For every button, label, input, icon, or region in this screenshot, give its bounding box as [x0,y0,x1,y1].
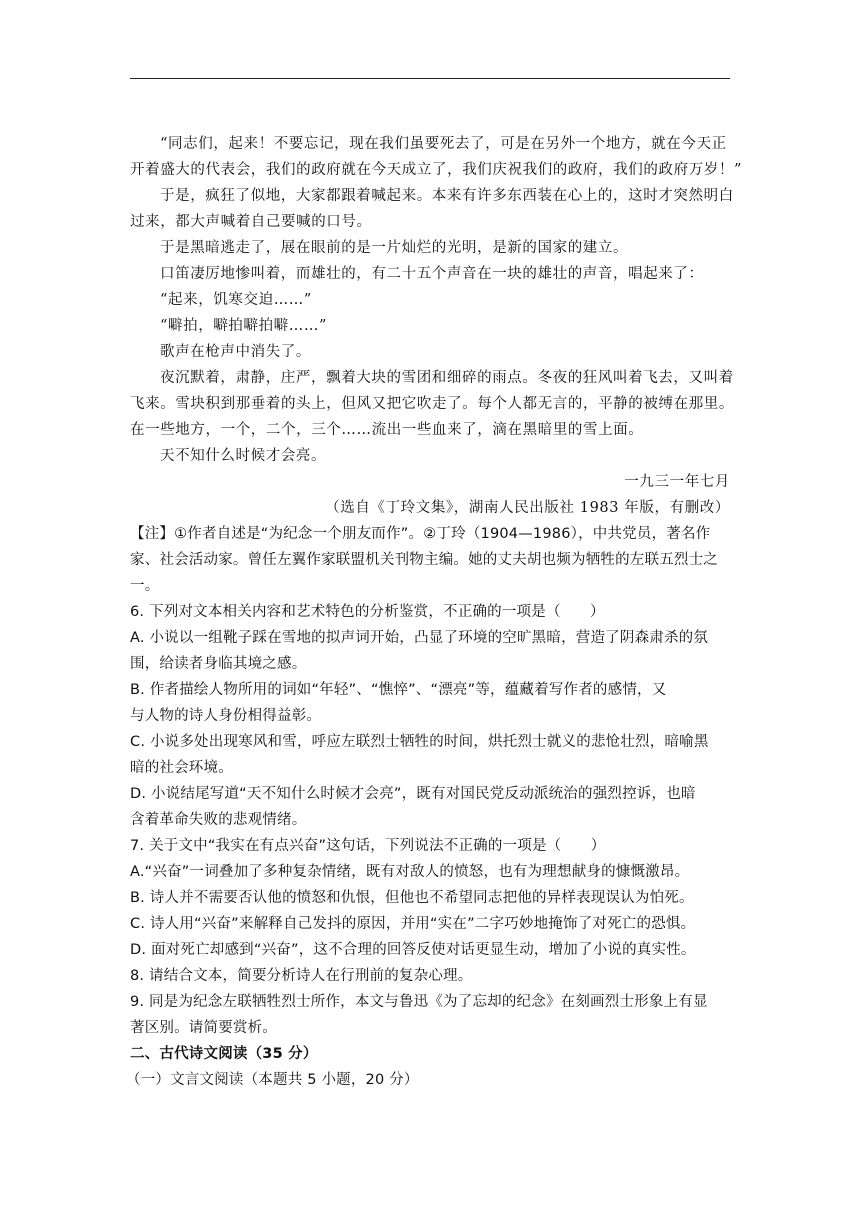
question-6-option-b-cont: 与人物的诗人身份相得益彰。 [130,708,322,724]
story-paragraph-2: 于是，疯狂了似地，大家都跟着喊起来。本来有许多东西装在心上的，这时才突然明白 [160,188,734,204]
question-7-option-c: C. 诗人用“兴奋”来解释自己发抖的原因，并用“实在”二字巧妙地掩饰了对死亡的恐惧。 [130,916,696,932]
story-paragraph-5: “起来，饥寒交迫……” [160,292,312,308]
question-6-option-d-cont: 含着革命失败的悲观情绪。 [130,812,307,828]
question-6-option-c: C. 小说多处出现寒风和雪，呼应左联烈士牺牲的时间，烘托烈士就义的悲怆壮烈，暗喻黑 [130,734,709,750]
question-8: 8. 请结合文本，简要分析诗人在行刑前的复杂心理。 [130,968,473,984]
story-source: （选自《丁玲文集》，湖南人民出版社 1983 年版，有删改） [325,500,730,516]
question-6-option-d: D. 小说结尾写道“天不知什么时候才会亮”，既有对国民党反动派统治的强烈控诉，也暗 [130,786,696,802]
story-paragraph-1: “同志们，起来！不要忘记，现在我们虽要死去了，可是在另外一个地方，就在今天正 [160,136,727,152]
story-paragraph-1-cont: 开着盛大的代表会，我们的政府就在今天成立了，我们庆祝我们的政府，我们的政府万岁！” [130,162,743,178]
question-9-line: 著区别。请简要赏析。 [130,1020,277,1036]
section-2-heading: 二、古代诗文阅读（35 分） [130,1046,318,1062]
footnote-line: 一。 [130,578,160,594]
question-6-option-c-cont: 暗的社会环境。 [130,760,233,776]
story-paragraph-8-cont: 在一些地方，一个，二个，三个……流出一些血来了，滴在黑暗里的雪上面。 [130,422,644,438]
question-6-option-a: A. 小说以一组靴子踩在雪地的拟声词开始，凸显了环境的空旷黑暗，营造了阴森肃杀的氛 [130,630,709,646]
footnote-line: 【注】①作者自述是“为纪念一个朋友而作”。②丁玲（1904—1986），中共党员，著名作 [130,526,711,542]
question-7-stem: 7. 关于文中“我实在有点兴奋”这句话，下列说法不正确的一项是（ ） [130,838,606,854]
story-date: 一九三一年七月 [624,474,730,490]
footnote-line: 家、社会活动家。曾任左翼作家联盟机关刊物主编。她的丈夫胡也频为牺牲的左联五烈士之 [130,552,718,568]
story-paragraph-4: 口笛凄厉地惨叫着，而雄壮的，有二十五个声音在一块的雄壮的声音，唱起来了： [160,266,704,282]
question-7-option-a: A.“兴奋”一词叠加了多种复杂情绪，既有对敌人的愤怒，也有为理想献身的慷慨激昂。 [130,864,690,880]
question-6-option-a-cont: 围，给读者身临其境之感。 [130,656,307,672]
story-paragraph-8: 夜沉默着，肃静，庄严，飘着大块的雪团和细碎的雨点。冬夜的狂风叫着飞去，又叫着 [160,370,734,386]
question-7-option-d: D. 面对死亡却感到“兴奋”，这不合理的回答反使对话更显生动，增加了小说的真实性。 [130,942,696,958]
question-7-option-b: B. 诗人并不需要否认他的愤怒和仇恨，但他也不希望同志把他的异样表现误认为怕死。 [130,890,694,906]
story-paragraph-7: 歌声在枪声中消失了。 [160,344,311,360]
story-paragraph-6: “噼拍，噼拍噼拍噼……” [160,318,328,334]
section-2-subheading: （一）文言文阅读（本题共 5 小题，20 分） [126,1072,419,1088]
question-6-option-b: B. 作者描绘人物所用的词如“年轻”、“憔悴”、“漂亮”等，蕴藏着写作者的感情，又 [130,682,667,698]
story-paragraph-9: 天不知什么时候才会亮。 [160,448,327,464]
story-paragraph-3: 于是黑暗逃走了，展在眼前的是一片灿烂的光明，是新的国家的建立。 [160,240,629,256]
story-paragraph-2-cont: 过来，都大声喊着自己要喊的口号。 [130,214,372,230]
question-6-stem: 6. 下列对文本相关内容和艺术特色的分析鉴赏，不正确的一项是（ ） [130,604,605,620]
header-rule [130,78,730,79]
question-9-line: 9. 同是为纪念左联牺牲烈士所作，本文与鲁迅《为了忘却的纪念》在刻画烈士形象上有显 [130,994,708,1010]
story-paragraph-8-cont: 飞来。雪块积到那垂着的头上，但风又把它吹走了。每个人都无言的，平静的被缚在那里。 [130,396,734,412]
